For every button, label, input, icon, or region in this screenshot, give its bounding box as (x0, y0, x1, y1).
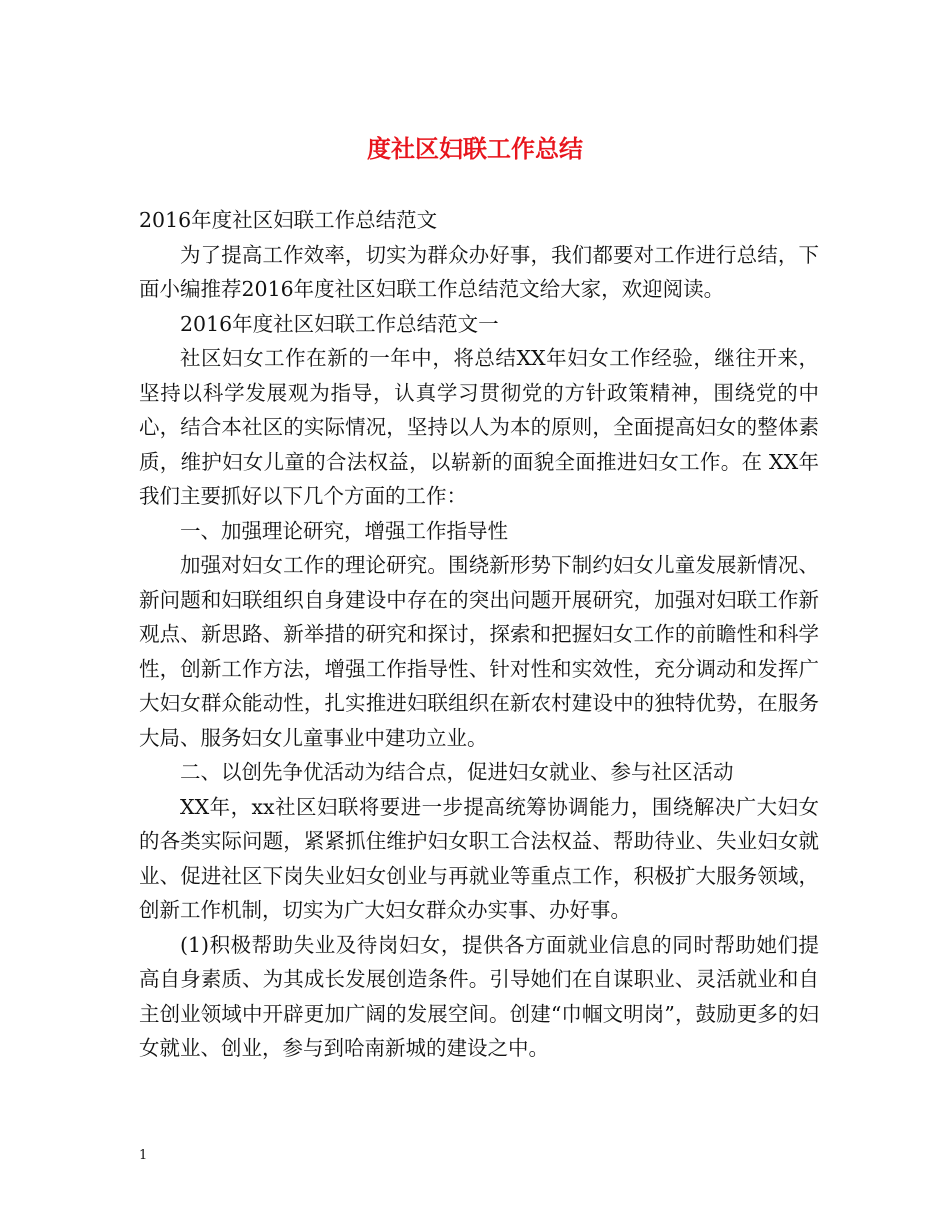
document-body (139, 203, 819, 1066)
paragraph-employment: XX年，xx社区妇联将要进一步提高统筹协调能力，围绕解决广大妇女的各类实际问题，紧紧抓住维护妇女职工合法权益、帮助待业、失业妇女就业、促进社区下岗失业妇女创业与再就业等重点工作，积极扩大服务领域，创新工作机制，切实为广大妇女群众办实事、办好事。 (139, 794, 819, 922)
paragraph-intro: 为了提高工作效率，切实为群众办好事，我们都要对工作进行总结，下面小编推荐2016年度社区妇联工作总结范文给大家，欢迎阅读。 (139, 242, 819, 301)
section-heading-theory: 一、加强理论研究，增强工作指导性 (180, 518, 508, 543)
section-heading-employment: 二、以创先争优活动为结合点，促进妇女就业、参与社区活动 (180, 760, 734, 784)
paragraph-overview: 社区妇女工作在新的一年中，将总结XX年妇女工作经验，继往开来，坚持以科学发展观为指导，认真学习贯彻党的方针政策精神，围绕党的中心，结合本社区的实际情况，坚持以人为本的原则，全面提高妇女的整体素质，维护妇女儿童的合法权益，以崭新的面貌全面推进妇女工作。在 XX年我们主要抓好以下几个方面的工作： (139, 346, 819, 508)
paragraph-heading-sample-one: 2016年度社区妇联工作总结范文一 (180, 311, 499, 336)
paragraph-theory: 加强对妇女工作的理论研究。围绕新形势下制约妇女儿童发展新情况、新问题和妇联组织自身建设中存在的突出问题开展研究，加强对妇联工作新观点、新思路、新举措的研究和探讨，探索和把握妇女工作的前瞻性和科学性，创新工作方法，增强工作指导性、针对性和实效性，充分调动和发挥广大妇女群众能动性，扎实推进妇联组织在新农村建设中的独特优势，在服务大局、服务妇女儿童事业中建功立业。 (139, 553, 819, 750)
page-number: 1 (139, 1148, 148, 1163)
paragraph-subtitle: 2016年度社区妇联工作总结范文 (139, 208, 438, 232)
paragraph-item-1: (1)积极帮助失业及待岗妇女，提供各方面就业信息的同时帮助她们提高自身素质、为其成长发展创造条件。引导她们在自谋职业、灵活就业和自主创业领域中开辟更加广阔的发展空间。创建“巾帼文明岗”，鼓励更多的妇女就业、创业，参与到哈南新城的建设之中。 (139, 932, 819, 1060)
document-title: 度社区妇联工作总结 (367, 134, 583, 163)
